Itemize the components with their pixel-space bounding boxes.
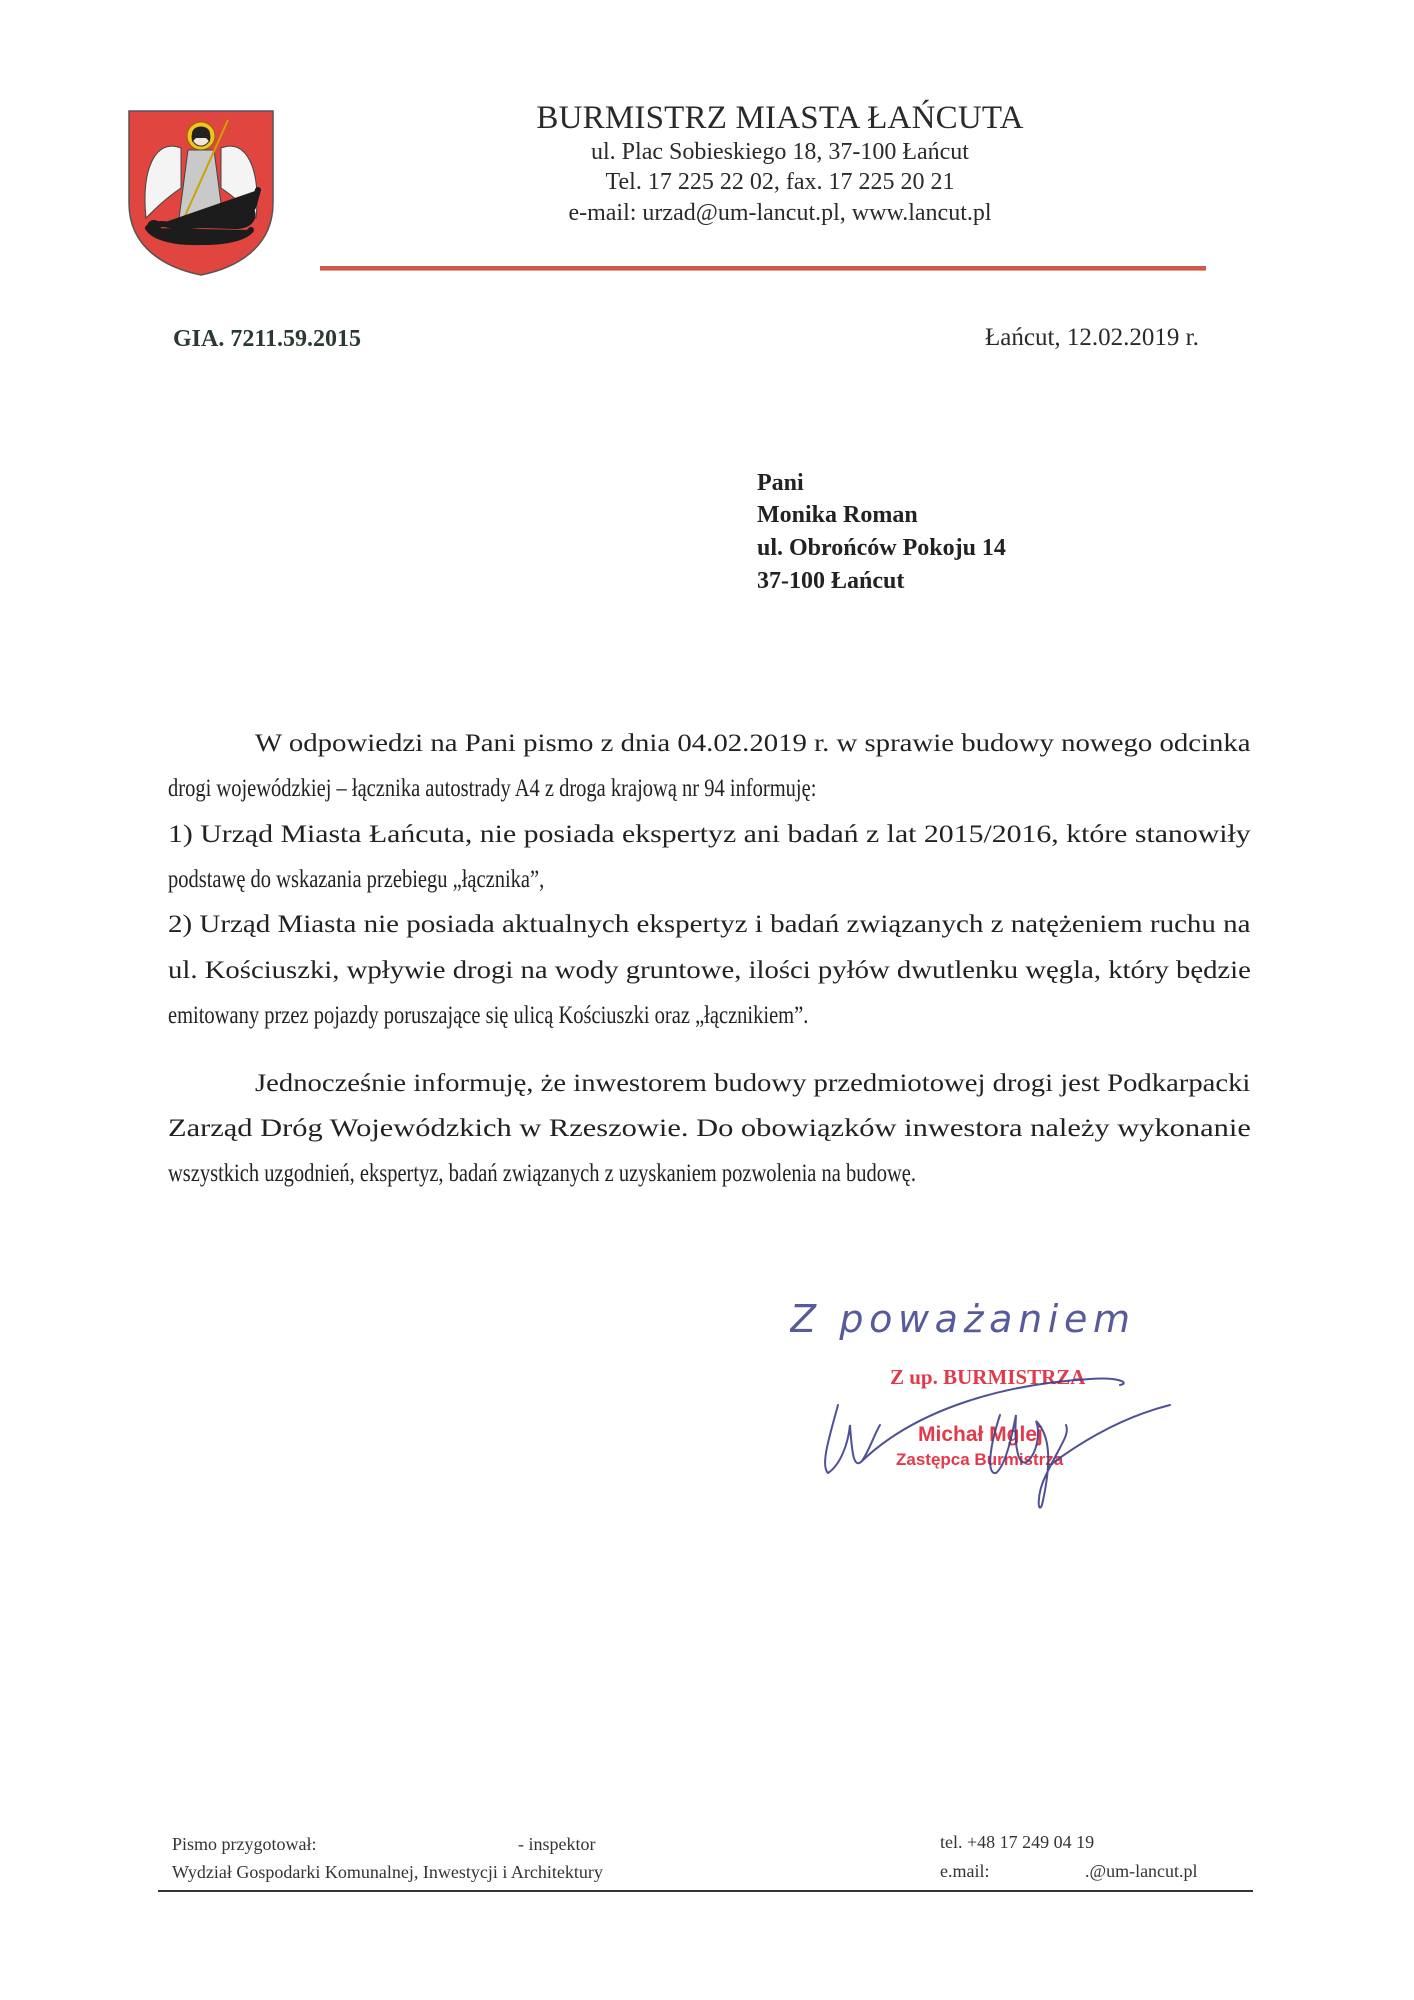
- recipient-city: 37-100 Łańcut: [757, 568, 905, 594]
- handwritten-greeting: [790, 1280, 1170, 1360]
- prepared-by-label: Pismo przygotował:: [172, 1834, 317, 1854]
- body-line: W odpowiedzi na Pani pismo z dnia 04.02.2019 r. w sprawie budowy nowego odcinka: [255, 730, 1251, 757]
- svg-text:Z poważaniem: Z poważaniem: [790, 1297, 1130, 1341]
- stamp-line-title: Zastępca Burmistrza: [896, 1450, 1064, 1469]
- letter-date: Łańcut, 12.02.2019 r.: [985, 324, 1199, 351]
- signature-icon: [790, 1365, 1190, 1525]
- recipient-salutation: Pani: [757, 470, 804, 496]
- office-title: BURMISTRZ MIASTA ŁAŃCUTA: [536, 100, 1024, 136]
- body-line: 2) Urząd Miasta nie posiada aktualnych ekspertyz i badań związanych z natężeniem ruchu na: [168, 911, 1251, 938]
- footer-divider: [158, 1890, 1253, 1892]
- header-divider: [320, 266, 1206, 270]
- contact-phone: tel. +48 17 249 04 19: [940, 1832, 1095, 1852]
- department-name: Wydział Gospodarki Komunalnej, Inwestycji i Architektury: [172, 1862, 603, 1882]
- body-line: Zarząd Dróg Wojewódzkich w Rzeszowie. Do obowiązków inwestora należy wykonanie: [168, 1115, 1251, 1142]
- body-line: 1) Urząd Miasta Łańcuta, nie posiada ekspertyz ani badań z lat 2015/2016, które stanowiły: [168, 821, 1251, 848]
- body-line: podstawę do wskazania przebiegu „łącznika”,: [168, 866, 545, 893]
- body-line: ul. Kościuszki, wpływie drogi na wody gruntowe, ilości pyłów dwutlenku węgla, który będzie: [168, 957, 1251, 984]
- contact-email-label: e.mail:: [940, 1861, 990, 1881]
- stamp-line-authority: Z up. BURMISTRZA: [890, 1365, 1086, 1389]
- body-line: emitowany przez pojazdy poruszające się ulicą Kościuszki oraz „łącznikiem”.: [168, 1002, 809, 1029]
- stamp-line-name: Michał Mglej: [918, 1423, 1043, 1446]
- reference-number: GIA. 7211.59.2015: [173, 326, 362, 352]
- office-phones: Tel. 17 225 22 02, fax. 17 225 20 21: [605, 169, 955, 195]
- preparer-role: - inspektor: [518, 1834, 596, 1854]
- body-line: Jednocześnie informuję, że inwestorem budowy przedmiotowej drogi jest Podkarpacki: [255, 1070, 1251, 1097]
- body-line: wszystkich uzgodnień, ekspertyz, badań związanych z uzyskaniem pozwolenia na budowę.: [168, 1160, 916, 1187]
- office-address: ul. Plac Sobieskiego 18, 37-100 Łańcut: [591, 139, 969, 165]
- coat-of-arms-icon: [126, 108, 276, 278]
- body-line: drogi wojewódzkiej – łącznika autostrady A4 z droga krajową nr 94 informuję:: [168, 775, 817, 802]
- recipient-street: ul. Obrońców Pokoju 14: [757, 535, 1006, 561]
- recipient-name: Monika Roman: [757, 502, 918, 528]
- office-contact: e-mail: urzad@um-lancut.pl, www.lancut.pl: [568, 200, 992, 226]
- contact-email: .@um-lancut.pl: [1085, 1861, 1198, 1881]
